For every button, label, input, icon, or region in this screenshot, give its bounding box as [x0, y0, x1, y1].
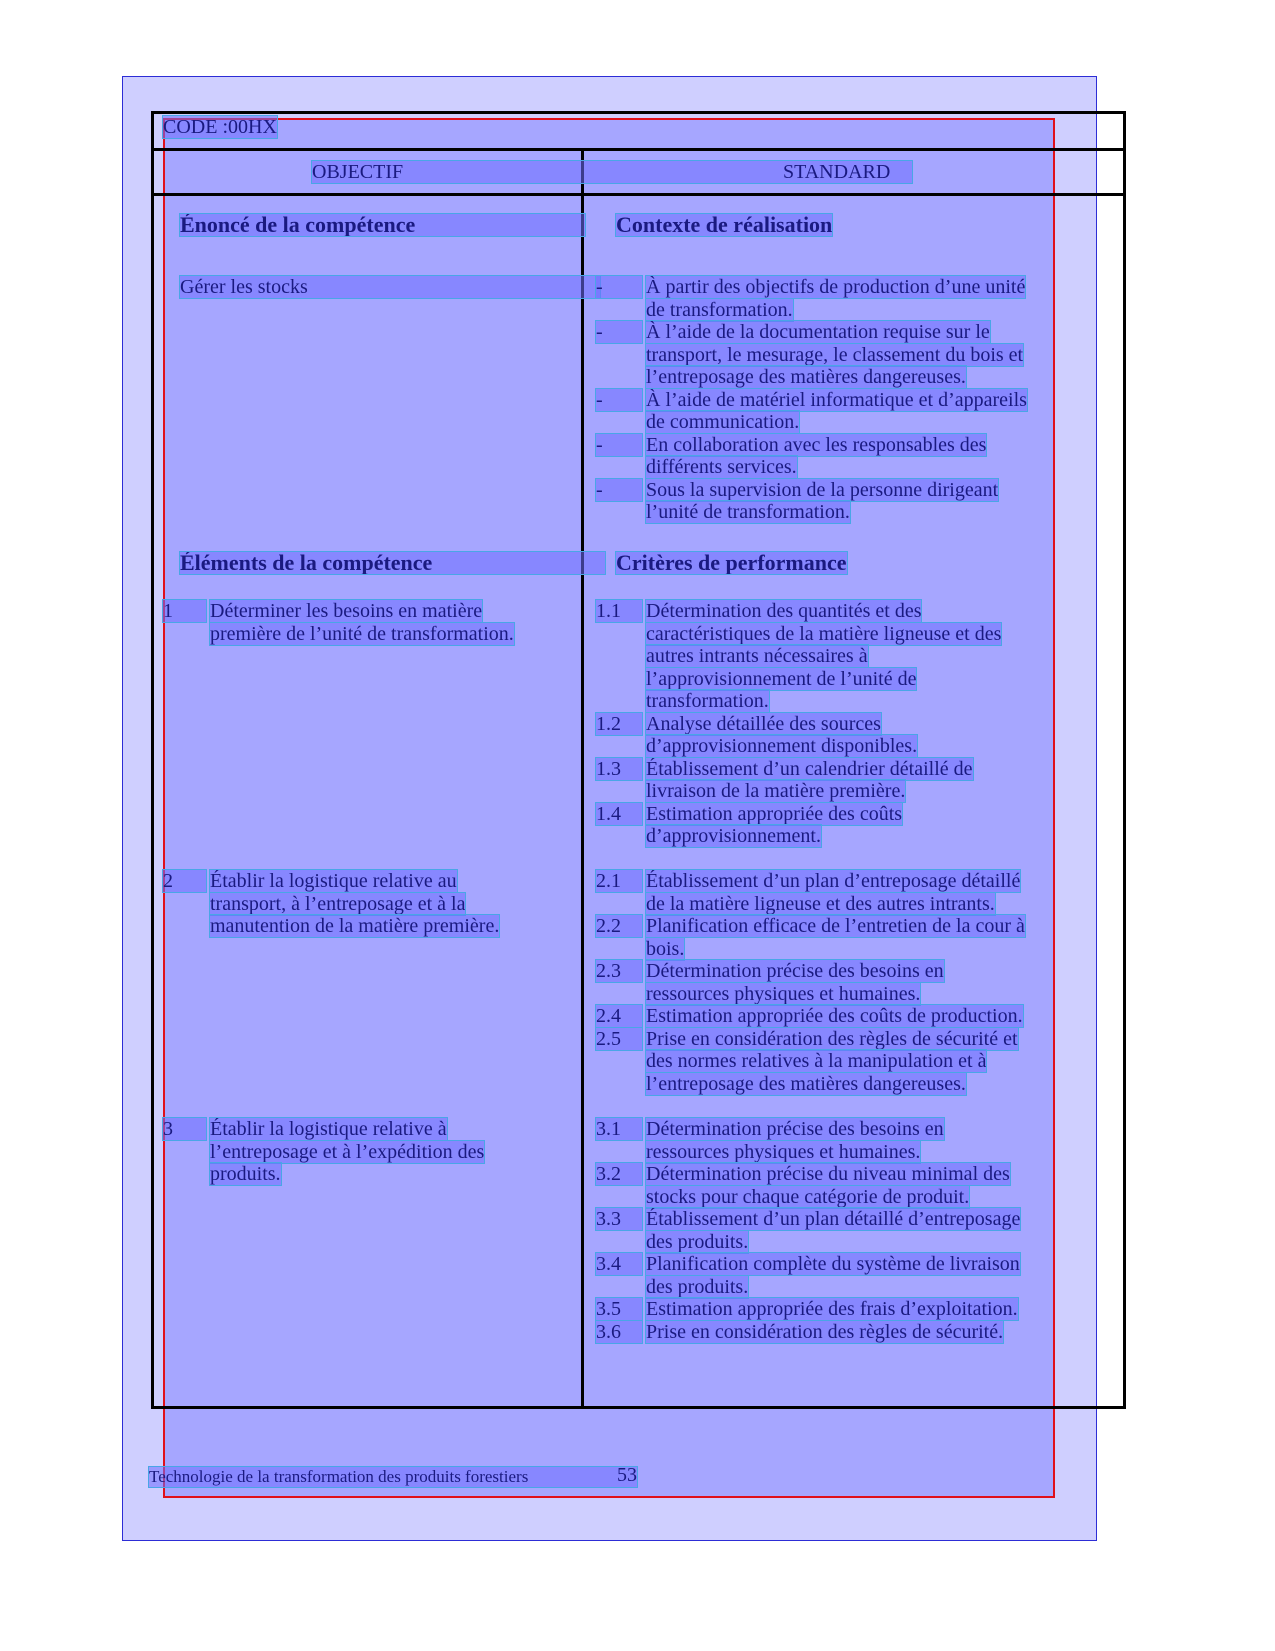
- critere-item-line: des normes relatives à la manipulation et à: [646, 1050, 987, 1072]
- critere-item-line: Prise en considération des règles de sécurité et: [646, 1027, 1018, 1050]
- critere-item-marker: 2.1: [596, 870, 642, 892]
- critere-item-line: Estimation appropriée des frais d’exploitation.: [646, 1298, 1018, 1320]
- critere-item-line: l’approvisionnement de l’unité de: [646, 667, 917, 690]
- critere-item-line: Estimation appropriée des coûts: [646, 802, 903, 825]
- page-number: 53: [617, 1464, 637, 1486]
- critere-item-line: des produits.: [646, 1230, 749, 1253]
- critere-item-line: Détermination des quantités et des: [646, 600, 922, 622]
- critere-item-line: Détermination précise des besoins en: [646, 960, 944, 982]
- element-item-marker: 3: [163, 1118, 206, 1140]
- critere-item-line: Détermination précise des besoins en: [646, 1118, 944, 1140]
- element-item-line: Établir la logistique relative à: [210, 1118, 447, 1140]
- critere-item-line: caractéristiques de la matière ligneuse et des: [646, 622, 1002, 645]
- critere-item-line: bois.: [646, 937, 685, 960]
- element-item-line: première de l’unité de transformation.: [210, 622, 514, 645]
- element-item-line: l’entreposage et à l’expédition des: [210, 1140, 485, 1163]
- critere-item-marker: 1.1: [596, 600, 642, 622]
- critere-item-line: Détermination précise du niveau minimal des: [646, 1163, 1010, 1185]
- element-item-marker: 2: [163, 870, 206, 892]
- element-item-marker: 1: [163, 600, 206, 622]
- critere-item-line: transformation.: [646, 690, 769, 712]
- critere-item-marker: 3.4: [596, 1253, 642, 1275]
- contexte-item-line: Sous la supervision de la personne dirigeant: [646, 478, 999, 501]
- contexte-item-line: À l’aide de matériel informatique et d’appareils: [646, 388, 1027, 411]
- critere-item-line: Planification complète du système de livraison: [646, 1253, 1020, 1275]
- contexte-item-marker: -: [596, 479, 642, 501]
- critere-item-line: de la matière ligneuse et des autres intrants.: [646, 892, 995, 915]
- critere-item-line: autres intrants nécessaires à: [646, 645, 868, 667]
- contexte-item-marker: -: [596, 434, 642, 456]
- critere-item-marker: 3.2: [596, 1163, 642, 1185]
- criteres-title: Critères de performance: [616, 550, 847, 575]
- critere-item-marker: 2.4: [596, 1005, 642, 1027]
- critere-item-line: stocks pour chaque catégorie de produit.: [646, 1185, 970, 1208]
- element-item-line: Établir la logistique relative au: [210, 870, 457, 892]
- enonce-text: Gérer les stocks: [180, 276, 600, 298]
- critere-item-marker: 2.5: [596, 1028, 642, 1050]
- critere-item-line: Prise en considération des règles de sécurité.: [646, 1320, 1004, 1343]
- critere-item-line: Analyse détaillée des sources: [646, 712, 881, 735]
- contexte-item-line: différents services.: [646, 456, 797, 478]
- contexte-item-line: de transformation.: [646, 298, 793, 321]
- element-item-line: Déterminer les besoins en matière: [210, 600, 483, 622]
- contexte-item-marker: -: [596, 276, 642, 298]
- critere-item-line: Établissement d’un calendrier détaillé de: [646, 757, 973, 780]
- critere-item-marker: 1.2: [596, 713, 642, 735]
- critere-item-marker: 2.3: [596, 960, 642, 982]
- contexte-item-line: l’unité de transformation.: [646, 501, 850, 523]
- contexte-item-line: En collaboration avec les responsables des: [646, 433, 987, 456]
- critere-item-line: livraison de la matière première.: [646, 780, 906, 802]
- critere-item-marker: 3.1: [596, 1118, 642, 1140]
- element-item-line: transport, à l’entreposage et à la: [210, 892, 466, 915]
- column-header-standard: STANDARD: [783, 161, 891, 183]
- critere-item-marker: 1.3: [596, 758, 642, 780]
- column-divider: [581, 148, 584, 1409]
- contexte-item-marker: -: [596, 389, 642, 411]
- elements-title: Éléments de la compétence: [180, 552, 605, 574]
- table-divider: [151, 148, 1126, 151]
- critere-item-line: Planification efficace de l’entretien de la cour à: [646, 915, 1025, 937]
- critere-item-line: Estimation appropriée des coûts de production.: [646, 1005, 1023, 1027]
- critere-item-marker: 2.2: [596, 915, 642, 937]
- table-divider: [151, 193, 1126, 196]
- element-item-line: produits.: [210, 1163, 281, 1185]
- critere-item-line: ressources physiques et humaines.: [646, 1140, 921, 1163]
- critere-item-line: Établissement d’un plan détaillé d’entreposage: [646, 1208, 1021, 1230]
- contexte-item-marker: -: [596, 321, 642, 343]
- contexte-item-line: À l’aide de la documentation requise sur le: [646, 321, 990, 343]
- critere-item-marker: 3.6: [596, 1321, 642, 1343]
- code-label: CODE :00HX: [163, 116, 277, 138]
- critere-item-line: d’approvisionnement.: [646, 825, 821, 847]
- contexte-item-line: transport, le mesurage, le classement du bois et: [646, 343, 1024, 366]
- critere-item-line: ressources physiques et humaines.: [646, 982, 921, 1005]
- column-header-objectif: OBJECTIF: [312, 161, 912, 183]
- critere-item-line: l’entreposage des matières dangereuses.: [646, 1072, 966, 1095]
- critere-item-line: des produits.: [646, 1275, 749, 1298]
- footer-program: Technologie de la transformation des produits forestiers: [149, 1467, 637, 1487]
- contexte-item-line: À partir des objectifs de production d’une unité: [646, 276, 1026, 298]
- critere-item-marker: 3.3: [596, 1208, 642, 1230]
- contexte-item-line: l’entreposage des matières dangereuses.: [646, 366, 966, 388]
- element-item-line: manutention de la matière première.: [210, 915, 500, 937]
- critere-item-marker: 3.5: [596, 1298, 642, 1320]
- enonce-title: Énoncé de la compétence: [180, 214, 585, 236]
- critere-item-line: Établissement d’un plan d’entreposage détaillé: [646, 870, 1021, 892]
- critere-item-line: d’approvisionnement disponibles.: [646, 735, 918, 757]
- critere-item-marker: 1.4: [596, 803, 642, 825]
- contexte-title: Contexte de réalisation: [616, 212, 833, 237]
- contexte-item-line: de communication.: [646, 411, 800, 433]
